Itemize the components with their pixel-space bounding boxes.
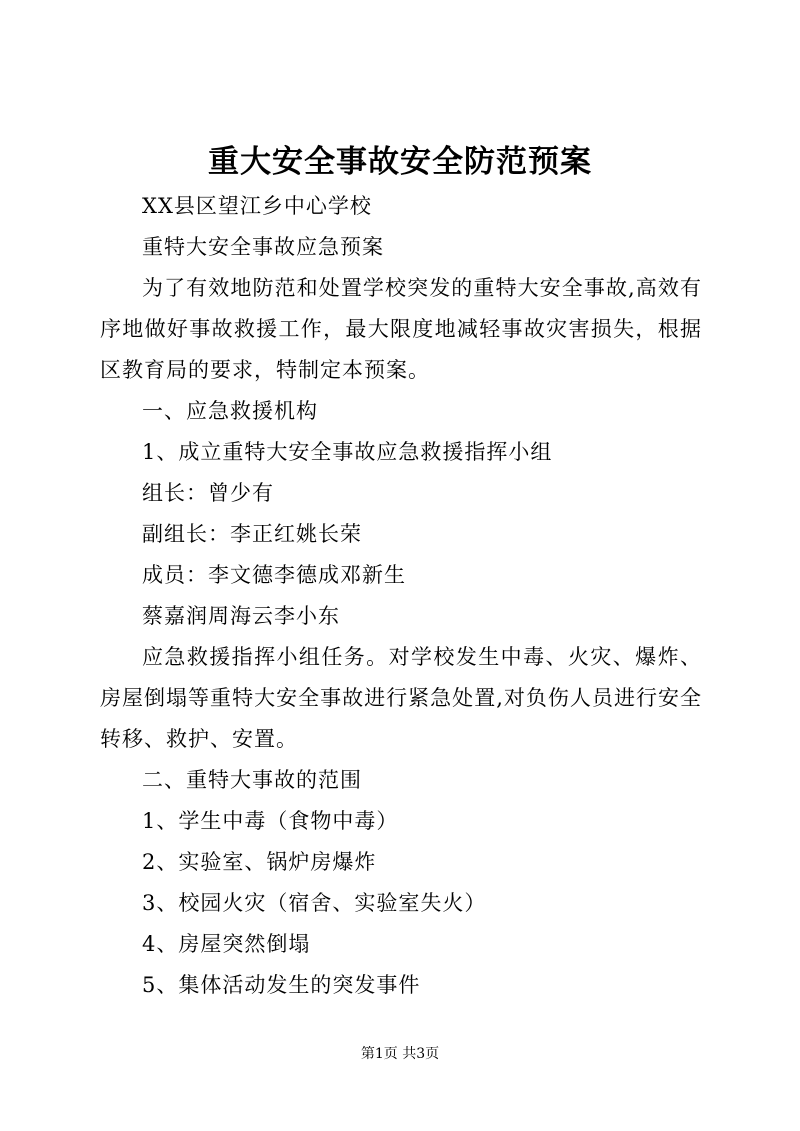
team-members-continued: 蔡嘉润周海云李小东 xyxy=(142,604,340,628)
plan-subtitle: 重特大安全事故应急预案 xyxy=(142,235,384,259)
intro-paragraph: 为了有效地防范和处置学校突发的重特大安全事故,高效有序地做好事故救援工作，最大限度地减轻事故灾害损失，根据区教育局的要求，特制定本预案。 xyxy=(100,276,702,382)
team-task-paragraph: 应急救援指挥小组任务。对学校发生中毒、火灾、爆炸、房屋倒塌等重特大安全事故进行紧急处置,对负伤人员进行安全转移、救护、安置。 xyxy=(100,645,702,751)
section-heading-2: 二、重特大事故的范围 xyxy=(142,768,362,792)
team-members: 成员：李文德李德成邓新生 xyxy=(142,563,406,587)
list-item: 4、房屋突然倒塌 xyxy=(142,932,311,956)
deputy-leaders: 副组长：李正红姚长荣 xyxy=(142,522,362,546)
list-item: 3、校园火灾（宿舍、实验室失火） xyxy=(142,891,487,915)
subsection-1: 1、成立重特大安全事故应急救援指挥小组 xyxy=(142,440,553,464)
section-heading-1: 一、应急救援机构 xyxy=(142,399,318,423)
list-item: 5、集体活动发生的突发事件 xyxy=(142,973,421,997)
list-item: 1、学生中毒（食物中毒） xyxy=(142,809,399,833)
team-leader: 组长：曾少有 xyxy=(142,481,274,505)
document-body xyxy=(100,186,702,1006)
school-name: XX县区望江乡中心学校 xyxy=(142,194,372,218)
document-title: 重大安全事故安全防范预案 xyxy=(208,144,592,180)
list-item: 2、实验室、锅炉房爆炸 xyxy=(142,850,377,874)
page-indicator: 第1页 共3页 xyxy=(360,1046,440,1062)
